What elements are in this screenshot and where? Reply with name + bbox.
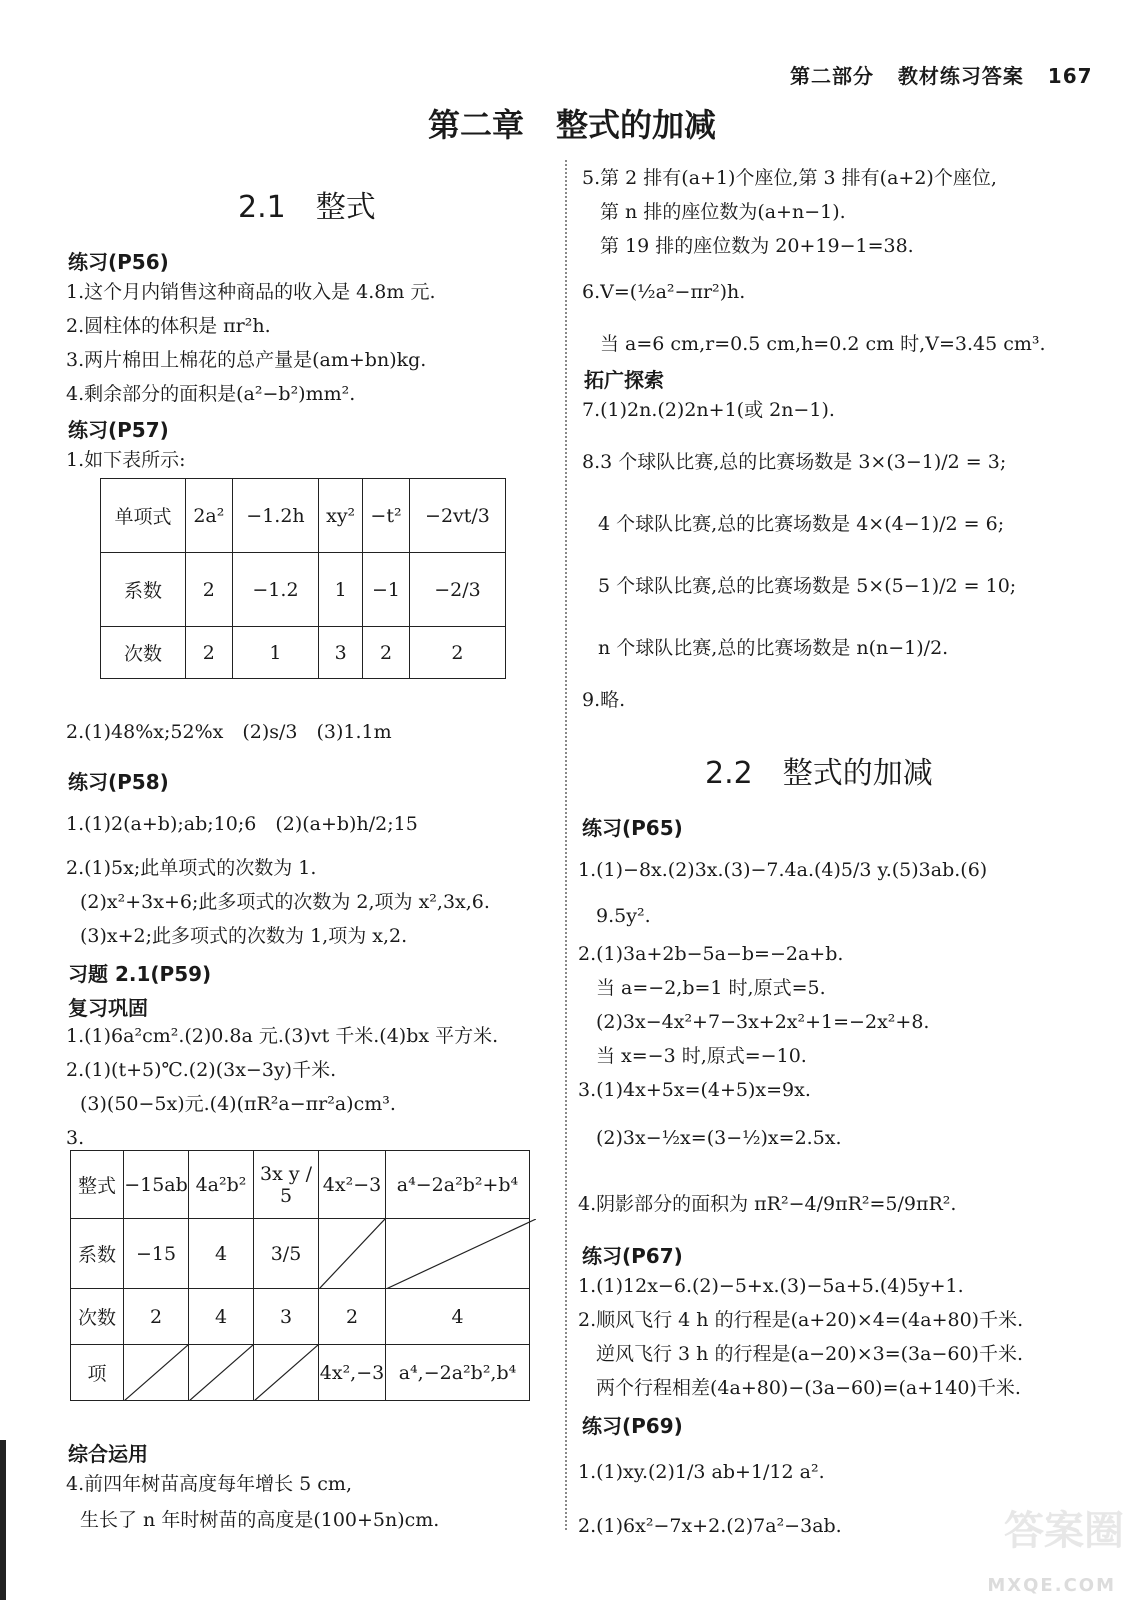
table-cell: 4a²b² <box>189 1151 254 1219</box>
table-cell: 4 <box>189 1289 254 1345</box>
table-cell: 1 <box>319 553 363 627</box>
explore-heading: 拓广探索 <box>584 368 664 392</box>
text-line: (2)3x−½x=(3−½)x=2.5x. <box>596 1127 842 1149</box>
text-line: (3)(50−5x)元.(4)(πR²a−πr²a)cm³. <box>80 1093 396 1115</box>
text-line: 2.(1)(t+5)℃.(2)(3x−3y)千米. <box>66 1059 337 1081</box>
empty-cell-slash <box>189 1345 254 1401</box>
table-cell: a⁴−2a²b²+b⁴ <box>386 1151 530 1219</box>
table-cell: −1.2 <box>232 553 319 627</box>
table-cell: 整式 <box>71 1151 124 1219</box>
table-cell: 系数 <box>101 553 186 627</box>
empty-cell-slash <box>254 1345 319 1401</box>
page-number: 167 <box>1047 64 1093 88</box>
table-cell: 4x²−3 <box>319 1151 386 1219</box>
table-cell: 3/5 <box>254 1219 319 1289</box>
text-line: 4.前四年树苗高度每年增长 5 cm, <box>66 1473 352 1495</box>
text-line: 4.剩余部分的面积是(a²−b²)mm². <box>66 383 356 405</box>
text-line: 当 a=6 cm,r=0.5 cm,h=0.2 cm 时,V=3.45 cm³. <box>600 333 1046 355</box>
text-line: 第 19 排的座位数为 20+19−1=38. <box>600 235 914 257</box>
table-cell: 2 <box>124 1289 189 1345</box>
text-line: n 个球队比赛,总的比赛场数是 n(n−1)/2. <box>598 637 949 659</box>
text-line: 1.这个月内销售这种商品的收入是 4.8m 元. <box>66 281 436 303</box>
text-line: 两个行程相差(4a+80)−(3a−60)=(a+140)千米. <box>596 1377 1021 1399</box>
exercise-p58-heading: 练习(P58) <box>68 770 169 794</box>
section-2-2-title: 2.2 整式的加减 <box>705 756 933 791</box>
empty-cell-slash <box>386 1219 530 1289</box>
table-cell: 2 <box>409 627 505 679</box>
monomial-table <box>100 478 506 679</box>
text-line: 2.顺风飞行 4 h 的行程是(a+20)×4=(4a+80)千米. <box>578 1309 1024 1331</box>
text-line: 1.(1)12x−6.(2)−5+x.(3)−5a+5.(4)5y+1. <box>578 1275 964 1297</box>
scan-edge-shadow <box>0 1440 6 1600</box>
empty-cell-slash <box>124 1345 189 1401</box>
table-cell: −2vt/3 <box>409 479 505 553</box>
text-line: 2.圆柱体的体积是 πr²h. <box>66 315 271 337</box>
text-line: 3. <box>66 1127 85 1149</box>
text-line: 3.(1)4x+5x=(4+5)x=9x. <box>578 1079 811 1101</box>
table-cell: a⁴,−2a²b²,b⁴ <box>386 1345 530 1401</box>
table-cell: 项 <box>71 1345 124 1401</box>
header-section: 第二部分 <box>790 64 874 88</box>
text-line: 2.(1)6x²−7x+2.(2)7a²−3ab. <box>578 1515 842 1537</box>
text-line: 9.略. <box>582 689 626 711</box>
exercise-p65-heading: 练习(P65) <box>582 816 683 840</box>
text-line: 9.5y². <box>596 905 651 927</box>
text-line: (2)3x−4x²+7−3x+2x²+1=−2x²+8. <box>596 1011 930 1033</box>
table-cell: 2 <box>319 1289 386 1345</box>
text-line: (3)x+2;此多项式的次数为 1,项为 x,2. <box>80 925 408 947</box>
empty-cell-slash <box>319 1219 386 1289</box>
table-cell: 4x²,−3 <box>319 1345 386 1401</box>
text-line: 第 n 排的座位数为(a+n−1). <box>600 201 846 223</box>
column-divider <box>565 160 567 1530</box>
exercise-p67-heading: 练习(P67) <box>582 1244 683 1268</box>
text-line: 3.两片棉田上棉花的总产量是(am+bn)kg. <box>66 349 427 371</box>
table-cell: −1 <box>363 553 410 627</box>
chapter-title: 第二章 整式的加减 <box>427 106 716 144</box>
table-cell: xy² <box>319 479 363 553</box>
table-cell: 2 <box>186 627 233 679</box>
text-line: 2.(1)3a+2b−5a−b=−2a+b. <box>578 943 844 965</box>
table-cell: 3x y / 5 <box>254 1151 319 1219</box>
table-cell: 2a² <box>186 479 233 553</box>
table-cell: 系数 <box>71 1219 124 1289</box>
header-book: 教材练习答案 <box>897 64 1024 88</box>
watermark-logo: 答案圈 <box>1004 1508 1124 1554</box>
running-header <box>790 60 1093 89</box>
table-cell: −15 <box>124 1219 189 1289</box>
text-line: 5.第 2 排有(a+1)个座位,第 3 排有(a+2)个座位, <box>582 167 997 189</box>
exercise-p56-heading: 练习(P56) <box>68 250 169 274</box>
text-line: 1.(1)6a²cm².(2)0.8a 元.(3)vt 千米.(4)bx 平方米. <box>66 1025 499 1047</box>
table-cell: −15ab <box>124 1151 189 1219</box>
text-line: 逆风飞行 3 h 的行程是(a−20)×3=(3a−60)千米. <box>596 1343 1023 1365</box>
table-cell: −t² <box>363 479 410 553</box>
table-cell: 3 <box>319 627 363 679</box>
text-line: 6.V=(½a²−πr²)h. <box>582 281 746 303</box>
text-line: 1.(1)xy.(2)1/3 ab+1/12 a². <box>578 1461 825 1483</box>
table-cell: 2 <box>186 553 233 627</box>
text-line: 5 个球队比赛,总的比赛场数是 5×(5−1)/2 = 10; <box>598 575 1017 597</box>
text-line: 当 x=−3 时,原式=−10. <box>596 1045 807 1067</box>
review-heading: 复习巩固 <box>68 996 148 1020</box>
section-2-1-title: 2.1 整式 <box>238 190 376 225</box>
table-cell: 4 <box>386 1289 530 1345</box>
table-cell: 次数 <box>101 627 186 679</box>
table-cell: 次数 <box>71 1289 124 1345</box>
polynomial-table <box>70 1150 530 1401</box>
text-line: 1.(1)−8x.(2)3x.(3)−7.4a.(4)5/3 y.(5)3ab.(6) <box>578 859 988 881</box>
text-line: (2)x²+3x+6;此多项式的次数为 2,项为 x²,3x,6. <box>80 891 490 913</box>
text-line: 2.(1)48%x;52%x (2)s/3 (3)1.1m <box>66 721 392 743</box>
exercise-p59-heading: 习题 2.1(P59) <box>68 962 212 986</box>
table-cell: 1 <box>232 627 319 679</box>
exercise-p69-heading: 练习(P69) <box>582 1414 683 1438</box>
apply-heading: 综合运用 <box>68 1442 148 1466</box>
table-cell: 4 <box>189 1219 254 1289</box>
table-cell: 3 <box>254 1289 319 1345</box>
text-line: 1.(1)2(a+b);ab;10;6 (2)(a+b)h/2;15 <box>66 813 418 835</box>
text-line: 4.阴影部分的面积为 πR²−4/9πR²=5/9πR². <box>578 1193 957 1215</box>
exercise-p57-heading: 练习(P57) <box>68 418 169 442</box>
text-line: 生长了 n 年时树苗的高度是(100+5n)cm. <box>80 1509 440 1531</box>
text-line: 2.(1)5x;此单项式的次数为 1. <box>66 857 317 879</box>
text-line: 4 个球队比赛,总的比赛场数是 4×(4−1)/2 = 6; <box>598 513 1005 535</box>
text-line: 当 a=−2,b=1 时,原式=5. <box>596 977 826 999</box>
text-line: 1.如下表所示: <box>66 449 186 471</box>
watermark-url: MXQE.COM <box>987 1575 1116 1596</box>
text-line: 7.(1)2n.(2)2n+1(或 2n−1). <box>582 399 835 421</box>
text-line: 8.3 个球队比赛,总的比赛场数是 3×(3−1)/2 = 3; <box>582 451 1007 473</box>
table-cell: −1.2h <box>232 479 319 553</box>
table-cell: −2/3 <box>409 553 505 627</box>
table-cell: 单项式 <box>101 479 186 553</box>
table-cell: 2 <box>363 627 410 679</box>
